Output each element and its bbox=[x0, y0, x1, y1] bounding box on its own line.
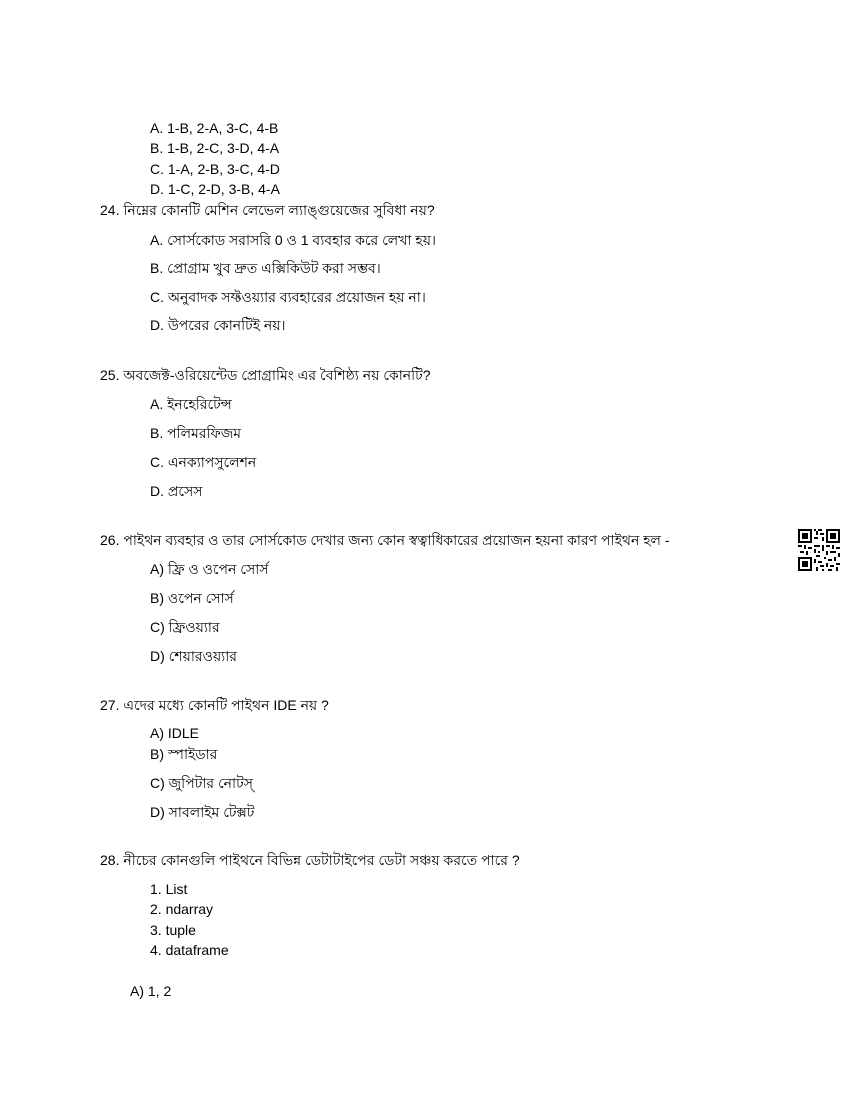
q25-option-b: B. পলিমরফিজম bbox=[150, 425, 242, 441]
q28-item-4: 4. dataframe bbox=[150, 942, 229, 958]
q24-option-c: C. অনুবাদক সফ্টওয়্যার ব্যবহারের প্রয়োজন হয় না। bbox=[150, 289, 426, 305]
q27-option-b: B) স্পাইডার bbox=[150, 746, 218, 762]
question-27: 27. এদের মধ্যে কোনটি পাইথন IDE নয় ? bbox=[100, 697, 329, 713]
q26-option-d: D) শেয়ারওয়্যার bbox=[150, 648, 238, 664]
q27-option-d: D) সাবলাইম টেক্সট bbox=[150, 804, 255, 820]
q26-option-c: C) ফ্রিওয়্যার bbox=[150, 619, 220, 635]
q28-item-1: 1. List bbox=[150, 881, 188, 897]
q28-item-3: 3. tuple bbox=[150, 922, 196, 938]
prev-option-b: B. 1-B, 2-C, 3-D, 4-A bbox=[150, 140, 280, 156]
q25-option-c: C. এনক্যাপসুলেশন bbox=[150, 454, 257, 470]
q24-option-b: B. প্রোগ্রাম খুব দ্রুত এক্সিকিউট করা সম্ভব। bbox=[150, 260, 381, 276]
question-26: 26. পাইথন ব্যবহার ও তার সোর্সকোড দেখার জন্য কোন স্বত্বাধিকারের প্রয়োজন হয়না কারণ পাইথন হল - bbox=[100, 532, 670, 548]
q25-option-a: A. ইনহেরিটেন্স bbox=[150, 396, 232, 412]
q24-option-d: D. উপরের কোনটিই নয়। bbox=[150, 317, 286, 333]
question-24: 24. নিম্নের কোনটি মেশিন লেভেল ল্যাঙ্গুয়েজের সুবিধা নয়? bbox=[100, 202, 435, 218]
prev-option-a: A. 1-B, 2-A, 3-C, 4-B bbox=[150, 120, 279, 136]
q26-option-b: B) ওপেন সোর্স bbox=[150, 590, 234, 606]
qr-code-icon bbox=[798, 529, 840, 571]
prev-option-d: D. 1-C, 2-D, 3-B, 4-A bbox=[150, 181, 280, 197]
q26-option-a: A) ফ্রি ও ওপেন সোর্স bbox=[150, 561, 269, 577]
q24-option-a: A. সোর্সকোড সরাসরি 0 ও 1 ব্যবহার করে লেখা হয়। bbox=[150, 232, 436, 248]
q27-option-c: C) জুপিটার নোটস্ bbox=[150, 775, 253, 791]
q28-option-a: A) 1, 2 bbox=[130, 983, 172, 999]
q27-option-a: A) IDLE bbox=[150, 725, 200, 741]
question-25: 25. অবজেক্ট-ওরিয়েন্টেড প্রোগ্রামিং এর বৈশিষ্ঠ্য নয় কোনটি? bbox=[100, 367, 431, 383]
q25-option-d: D. প্রসেস bbox=[150, 483, 203, 499]
q28-item-2: 2. ndarray bbox=[150, 901, 214, 917]
prev-option-c: C. 1-A, 2-B, 3-C, 4-D bbox=[150, 161, 280, 177]
question-28: 28. নীচের কোনগুলি পাইথনে বিভিন্ন ডেটাটাইপের ডেটা সঞ্চয় করতে পারে ? bbox=[100, 852, 520, 868]
